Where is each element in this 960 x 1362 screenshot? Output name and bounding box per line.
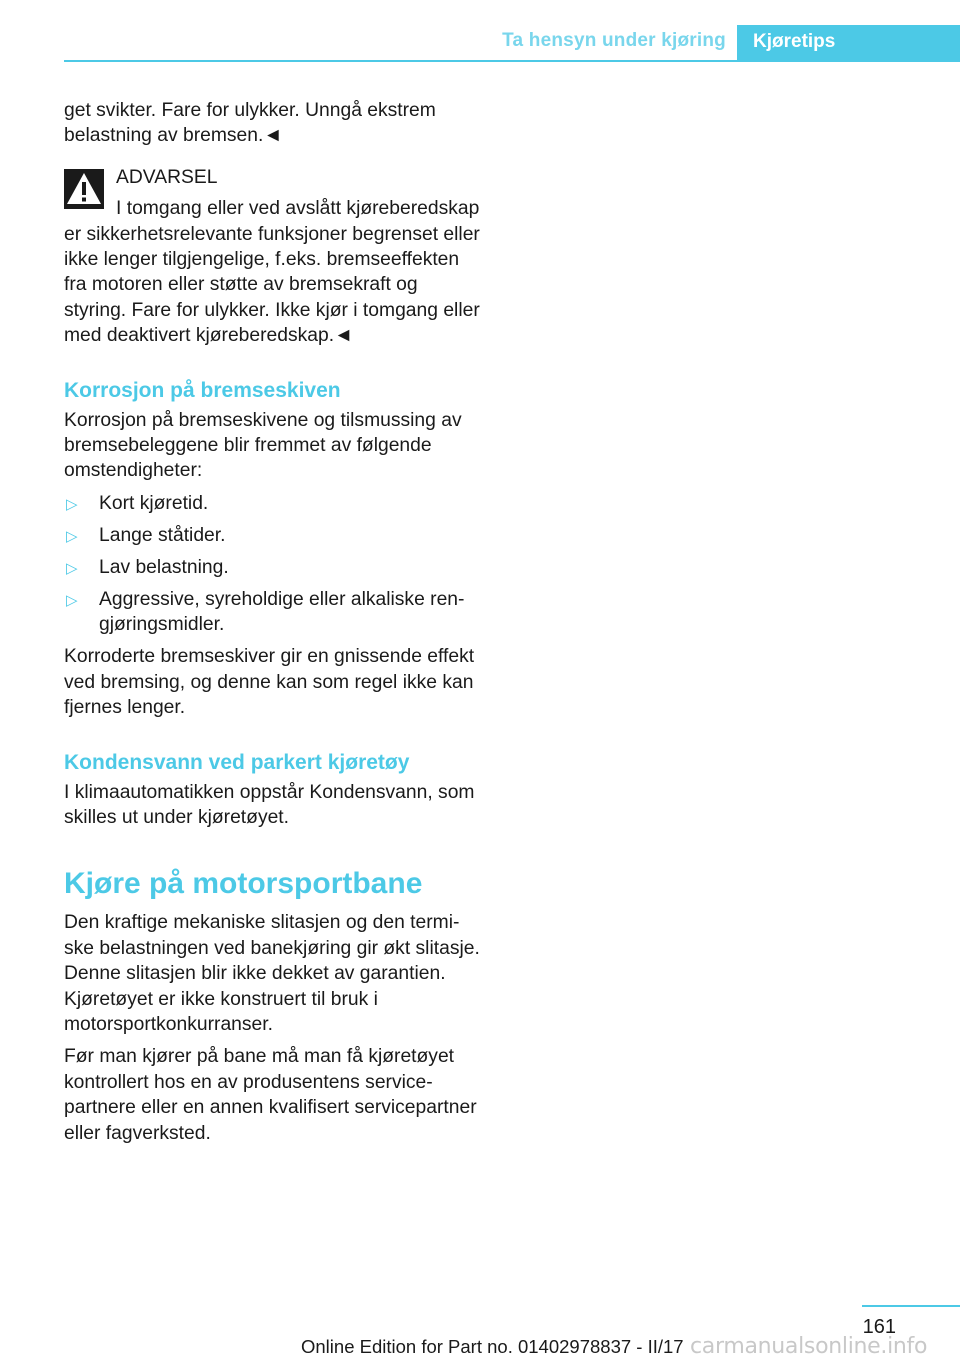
triangle-bullet-icon: ▷ bbox=[66, 527, 78, 545]
warning-title: ADVARSEL bbox=[116, 166, 218, 188]
main-column bbox=[64, 98, 482, 1146]
list-item-text: Lange ståtider. bbox=[99, 524, 226, 546]
page-number: 161 bbox=[862, 1316, 896, 1338]
motorsport-heading: Kjøre på motorsportbane bbox=[64, 867, 423, 901]
list-item-text: Lav belastning. bbox=[99, 556, 229, 578]
warning-body: I tomgang eller ved avslått kjøreberedskap er sikkerhetsrelevante funksjoner begrenset eller ikke lenger tilgjengelige, f.eks. bremseeffekten fra motoren eller støtte av bremsekraft og styring. Fare for ulykker. Ikke kjør i tomgang eller med deaktivert kjøreberedskap.◄ bbox=[64, 198, 480, 347]
list-item bbox=[64, 555, 482, 580]
triangle-bullet-icon: ▷ bbox=[66, 591, 78, 609]
motorsport-paragraph: Den kraftige mekaniske slitasjen og den termiske belastningen ved banekjøring gir økt slitasje. Denne slitasjen blir ikke dekket av garantien. Kjøretøyet er ikke konstruert til bruk i motorsportkonkurranser. bbox=[64, 912, 480, 1035]
corrosion-intro: Korrosjon på bremseskivene og tilsmussing av bremsebeleggene blir fremmet av følgende omstendigheter: bbox=[64, 409, 462, 482]
triangle-bullet-icon: ▷ bbox=[66, 559, 78, 577]
header-section-title: Ta hensyn under kjøring bbox=[502, 30, 726, 51]
corrosion-outro: Korroderte bremseskiver gir en gnissende effekt ved bremsing, og denne kan som regel ikke kan fjernes lenger. bbox=[64, 646, 475, 719]
triangle-bullet-icon: ▷ bbox=[66, 495, 78, 513]
condensation-heading: Kondensvann ved parkert kjøretøy bbox=[64, 750, 410, 774]
list-item bbox=[64, 523, 482, 548]
watermark: carmanualsonline.info bbox=[690, 1334, 928, 1359]
list-item bbox=[64, 491, 482, 516]
corrosion-heading: Korrosjon på bremseskiven bbox=[64, 378, 341, 402]
intro-text: get svikter. Fare for ulykker. Unngå ekstrem belastning av bremsen.◄ bbox=[64, 100, 436, 147]
corrosion-list bbox=[64, 491, 482, 638]
header-chapter-tab: Kjøretips bbox=[737, 25, 960, 61]
condensation-text: I klimaautomatikken oppstår Kondensvann, som skilles ut under kjøretøyet. bbox=[64, 781, 475, 828]
list-item-text: Kort kjøretid. bbox=[99, 492, 209, 514]
motorsport-paragraph: Før man kjører på bane må man få kjøretøyet kontrollert hos en av produsentens servicepartnere eller en annen kvalifisert servicepartner eller fagverksted. bbox=[64, 1046, 477, 1144]
footer-edition: Online Edition for Part no. 01402978837 - II/17 bbox=[301, 1336, 684, 1357]
warning-triangle-icon bbox=[64, 169, 104, 209]
footer-rule bbox=[862, 1305, 960, 1307]
list-item bbox=[64, 587, 482, 638]
list-item-text: Aggressive, syreholdige eller alkaliske rengjøringsmidler. bbox=[99, 588, 465, 636]
warning-box bbox=[64, 165, 482, 349]
